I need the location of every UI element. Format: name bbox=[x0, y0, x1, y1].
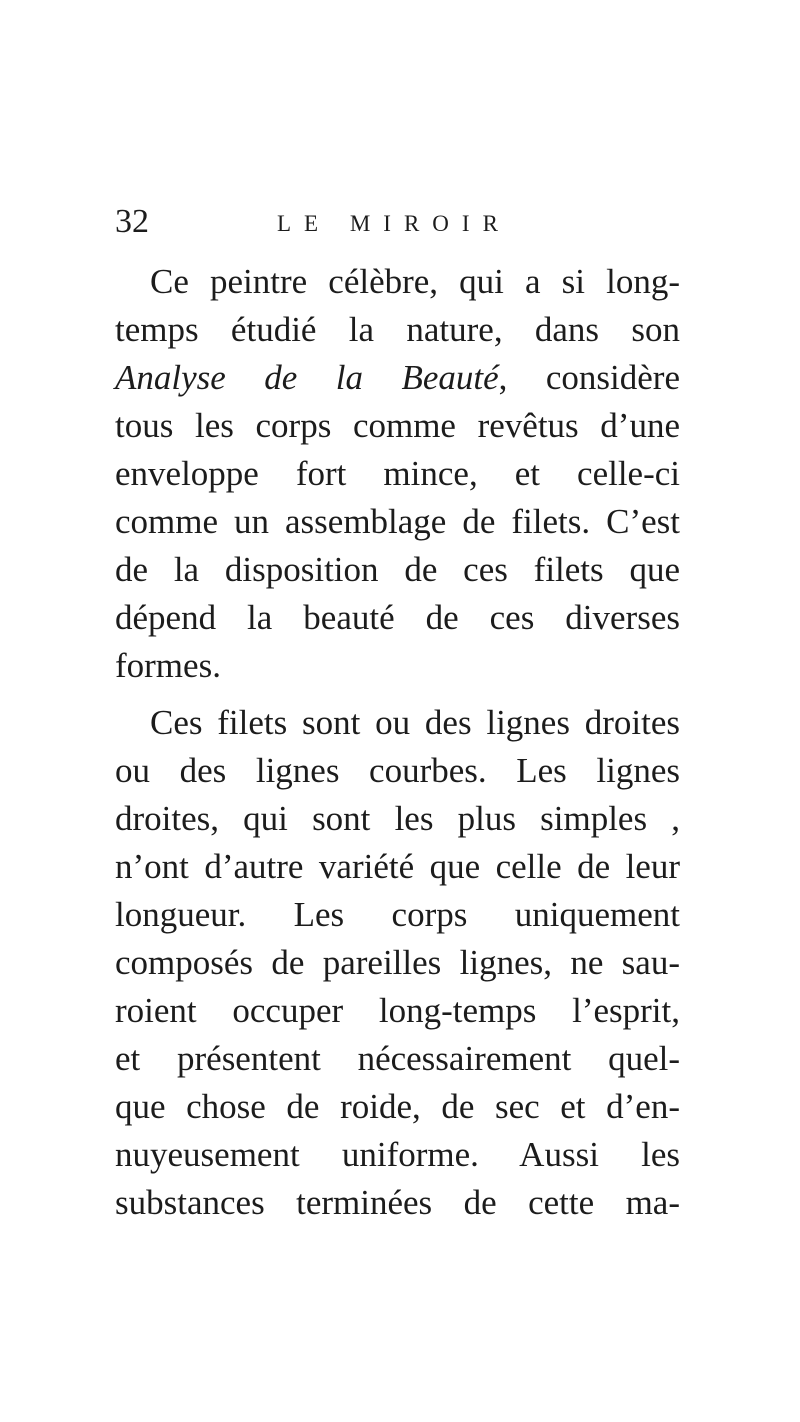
text-line: enveloppe fort mince, et celle-ci bbox=[115, 454, 680, 493]
text-line: Ce peintre célèbre, qui a si long- bbox=[150, 262, 680, 301]
text-line: Ces filets sont ou des lignes droites bbox=[150, 703, 680, 742]
italic-book-title: Analyse de la Beauté bbox=[115, 358, 499, 397]
text-line: roient occuper long-temps l’esprit, bbox=[115, 991, 680, 1030]
text-line: dépend la beauté de ces diverses bbox=[115, 598, 680, 637]
text-line: comme un assemblage de filets. C’est bbox=[115, 502, 680, 541]
text-line: composés de pareilles lignes, ne sau- bbox=[115, 943, 680, 982]
text-line: ou des lignes courbes. Les lignes bbox=[115, 751, 680, 790]
text-line: et présentent nécessairement quel- bbox=[115, 1039, 680, 1078]
text-line: temps étudié la nature, dans son bbox=[115, 310, 680, 349]
text-fragment: , considère bbox=[498, 358, 680, 397]
text-line: formes. bbox=[115, 646, 221, 685]
page-number: 32 bbox=[115, 203, 149, 240]
text-line: substances terminées de cette ma- bbox=[115, 1183, 680, 1222]
text-line: nuyeusement uniforme. Aussi les bbox=[115, 1135, 680, 1174]
text-line: tous les corps comme revêtus d’une bbox=[115, 406, 680, 445]
text-line: de la disposition de ces filets que bbox=[115, 550, 680, 589]
text-line: n’ont d’autre variété que celle de leur bbox=[115, 847, 680, 886]
text-line: longueur. Les corps uniquement bbox=[115, 895, 680, 934]
text-line: que chose de roide, de sec et d’en- bbox=[115, 1087, 680, 1126]
text-line: droites, qui sont les plus simples , bbox=[115, 799, 680, 838]
running-title: LE MIROIR bbox=[277, 211, 511, 236]
text-line bbox=[115, 358, 680, 398]
page-header bbox=[115, 203, 680, 243]
